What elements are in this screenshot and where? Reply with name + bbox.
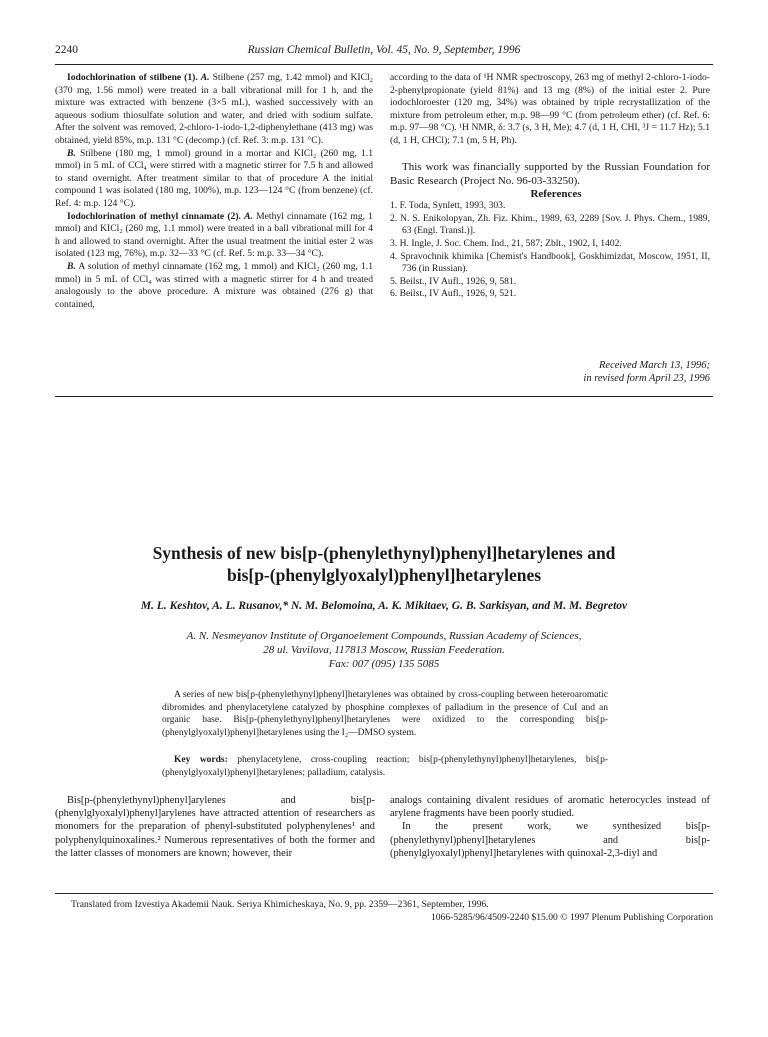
section-divider bbox=[55, 396, 713, 397]
abstract: A series of new bis[p-(phenylethynyl)phenyl]hetarylenes was obtained by cross-coupling between heteroaromatic dibromides and phenylacetylene catalyzed by phosphine complexes of palladium in the presence of CuI and an organic base. Bis[p-(phenylethynyl)phenyl]hetarylenes were oxidized to the corresponding bis[p-(phenylglyoxalyl)phenyl]hetarylenes using the I₂—DMSO system. bbox=[162, 690, 608, 738]
reference-item: 3. H. Ingle, J. Soc. Chem. Ind., 21, 587; Zblt., 1902, I, 1402. bbox=[390, 237, 622, 249]
keywords-label: Key words: bbox=[174, 755, 228, 765]
reference-item: 2. N. S. Enikolopyan, Zh. Fiz. Khim., 1989, 63, 2289 [Sov. J. Phys. Chem., 1989, 63 (Engl. Transl.)]. bbox=[390, 212, 710, 237]
title-line: Synthesis of new bis[p-(phenylethynyl)phenyl]hetarylenes and bbox=[152, 543, 616, 563]
references-heading: References bbox=[530, 187, 582, 200]
journal-title: Russian Chemical Bulletin, Vol. 45, No. 9, September, 1996 bbox=[247, 44, 521, 56]
references-list bbox=[390, 200, 710, 301]
procedure-label: B. bbox=[67, 147, 76, 159]
reference-item: 5. Beilst., IV Aufl., 1926, 9, 581. bbox=[390, 275, 517, 287]
received-dates bbox=[583, 359, 710, 385]
procedure-label: A. bbox=[200, 72, 210, 83]
paragraph bbox=[55, 261, 373, 311]
paragraph: Bis[p-(phenylethynyl)phenyl]arylenes and bis[p-(phenylglyoxalyl)phenyl]arylenes have attracted attention of researchers as monomers for the preparation of phenyl-substituted polyphenylenes¹ and polyphenylquinoxalines.² Numerous representatives of both the former and the latter classes of monomers are known; however, their bbox=[55, 795, 375, 859]
paragraph: In the present work, we synthesized bis[p-(phenylethynyl)phenyl]hetarylenes and bis[p-(phenylglyoxalyl)phenyl]hetarylenes with quinoxal-2,3-diyl and bbox=[390, 821, 710, 859]
section-head: Iodochlorination of methyl cinnamate (2). bbox=[67, 210, 241, 222]
reference-item: 6. Beilst., IV Aufl., 1926, 9, 521. bbox=[390, 288, 517, 300]
reference-item: 4. Spravochnik khimika [Chemist's Handbook], Goskhimizdat, Moscow, 1951, II, 736 (in Russian). bbox=[390, 250, 710, 275]
body-left-column bbox=[55, 794, 375, 860]
paragraph: according to the data of ¹H NMR spectroscopy, 263 mg of methyl 2-chloro-1-iodo-2-phenylpropionate (yield 81%) and 13 mg (8%) of the initial ester 2. Pure iodochloroester (120 mg, 34%) was obtained by triple recrystallization of the mixture from petroleum ether, m.p. 98—99 °C (from petroleum ether) (cf. Ref. 6: m.p. 97—98 °C). ¹H NMR, δ: 3.7 (s, 3 H, Me); 4.7 (d, 1 H, CHI, ³J = 11.7 Hz); 5.1 (d, 1 H, CHCl); 7.1 (m, 5 H, Ph). bbox=[390, 72, 710, 146]
page-number: 2240 bbox=[55, 44, 78, 56]
right-column bbox=[390, 72, 710, 301]
acknowledgement: This work was financially supported by the Russian Foundation for Basic Research (Project No. 96-03-33250). bbox=[390, 160, 710, 187]
reference-item: 1. F. Toda, Synlett, 1993, 303. bbox=[390, 200, 506, 212]
received-line: Received March 13, 1996; bbox=[599, 360, 710, 371]
article-title bbox=[55, 542, 713, 586]
copyright-line: 1066-5285/96/4509-2240 $15.00 © 1997 Plenum Publishing Corporation bbox=[430, 912, 713, 923]
translation-note: Translated from Izvestiya Akademii Nauk. Seriya Khimicheskaya, No. 9, pp. 2359—2361, September, 1996. bbox=[71, 899, 489, 910]
affiliation-line: A. N. Nesmeyanov Institute of Organoelement Compounds, Russian Academy of Sciences, bbox=[186, 630, 582, 642]
paragraph: analogs containing divalent residues of aromatic heterocycles instead of arylene fragments have been poorly studied. bbox=[390, 795, 710, 820]
running-header bbox=[55, 44, 713, 65]
title-line: bis[p-(phenylglyoxalyl)phenyl]hetarylenes bbox=[226, 565, 542, 585]
paragraph-text: Stilbene (257 mg, 1.42 mmol) and KICl₂ (370 mg, 1.56 mmol) were treated in a ball vibrational mill for 1 h, and the mixture was extracted with benzene (3×5 mL), washed successively with an aqueous sodium thiosulfate solution and water, and dried with sodium sulfate. After the solvent was removed, 2-chloro-1-iodo-1,2-diphenylethane (413 mg) was obtained, yield 85%, m.p. 131 °C (decomp.) (cf. Ref. 3: m.p. 131 °C). bbox=[55, 72, 373, 146]
procedure-label: A. bbox=[244, 210, 253, 222]
paragraph bbox=[55, 211, 373, 261]
left-column bbox=[55, 72, 373, 311]
keywords bbox=[162, 754, 608, 779]
section-head: Iodochlorination of stilbene (1). bbox=[67, 72, 198, 83]
affiliation-fax: Fax: 007 (095) 135 5085 bbox=[328, 658, 440, 670]
paragraph-text: Stilbene (180 mg, 1 mmol) ground in a mortar and KICl₂ (260 mg, 1.1 mmol) in 5 mL of CCl₄ were stirred with a magnetic stirrer for 7.5 h and allowed to stand overnight. After treatment similar to that of procedure A the initial compound 1 was isolated (180 mg, 100%), m.p. 123—124 °C (from benzene) (cf. Ref. 4: m.p. 124 °C). bbox=[55, 147, 373, 209]
procedure-label: B. bbox=[67, 260, 76, 272]
body-right-column bbox=[390, 794, 710, 860]
authors: M. L. Keshtov, A. L. Rusanov,* N. M. Belomoina, A. K. Mikitaev, G. B. Sarkisyan, and M. M. Begretov bbox=[140, 600, 628, 612]
paragraph bbox=[55, 148, 373, 211]
keywords-text: phenylacetylene, cross-coupling reaction; bis[p-(phenylethynyl)phenyl]hetarylenes, bis[p-(phenylglyoxalyl)phenyl]hetarylenes; palladium, catalysis. bbox=[162, 755, 609, 778]
paragraph-text: Methyl cinnamate (162 mg, 1 mmol) and KICl₂ (260 mg, 1.1 mmol) were treated in a ball vibrational mill for 4 h and allowed to stand overnight. After the usual treatment the initial ester 2 was isolated (123 mg, 76%), m.p. 32—33 °C (cf. Ref. 5: m.p. 33—34 °C). bbox=[55, 210, 373, 260]
affiliation-line: 28 ul. Vavilova, 117813 Moscow, Russian Feederation. bbox=[263, 644, 505, 656]
paragraph bbox=[55, 72, 373, 148]
footnote bbox=[55, 893, 713, 924]
paragraph-text: A solution of methyl cinnamate (162 mg, 1 mmol) and KICl₂ (260 mg, 1.1 mmol) in 5 mL of CCl₄ was stirred with a magnetic stirrer for 4 h and treated analogously to the above procedure. A mixture was obtained (276 g) that contained, bbox=[55, 260, 374, 310]
revised-line: in revised form April 23, 1996 bbox=[583, 373, 710, 384]
affiliation bbox=[55, 629, 713, 671]
